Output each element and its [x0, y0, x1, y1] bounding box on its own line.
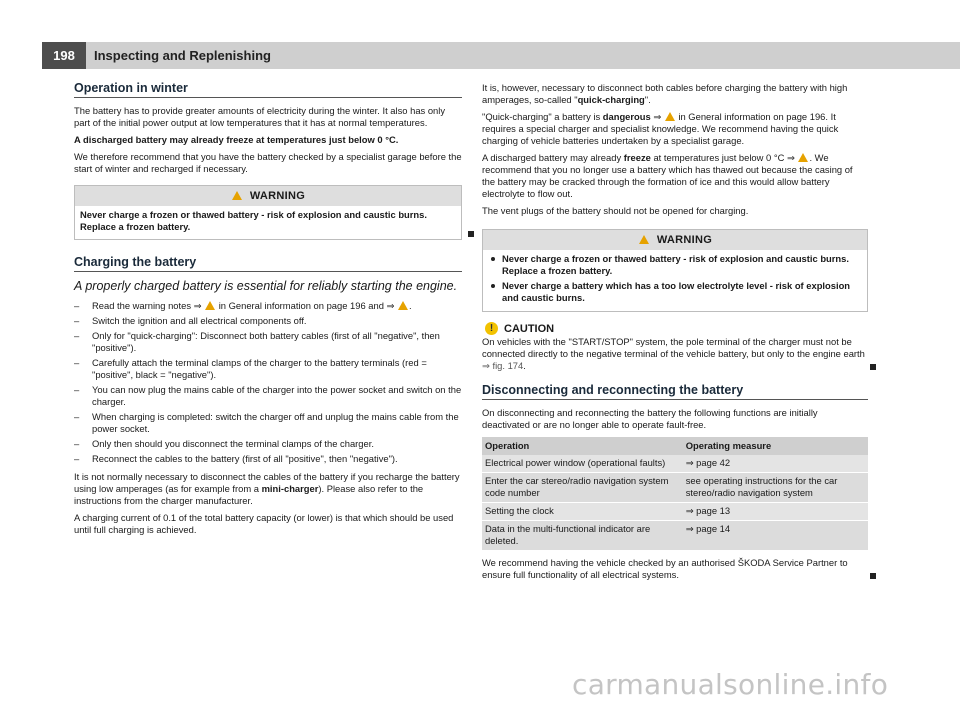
- list-item: Never charge a battery which has a too low electrolyte level - risk of explosion and caustic burns.: [488, 280, 862, 304]
- winter-paragraph-3: We therefore recommend that you have the battery checked by a specialist garage before the start of winter and recharged if necessary.: [74, 151, 462, 174]
- charging-lead: A properly charged battery is essential for reliably starting the engine.: [74, 279, 458, 293]
- right-column: [482, 82, 868, 586]
- caution-icon: !: [485, 322, 498, 335]
- list-item: Never charge a frozen or thawed battery - risk of explosion and caustic burns. Replace a frozen battery.: [488, 253, 862, 277]
- caution-title-row: [482, 322, 868, 336]
- list-item: – Carefully attach the terminal clamps of the charger to the battery terminals (red = "positive", black = "negative").: [74, 357, 462, 381]
- warning-header: [75, 186, 461, 206]
- warning-triangle-icon: [798, 153, 808, 162]
- section-end-mark: [870, 573, 876, 579]
- functions-table: [482, 437, 868, 551]
- warning-body: [483, 250, 867, 311]
- warning-triangle-icon: [205, 301, 215, 310]
- warning-title: WARNING: [656, 234, 713, 246]
- section-end-mark: [870, 364, 876, 370]
- table-row: Electrical power window (operational faults) ⇒ page 42: [482, 455, 868, 473]
- amperage-paragraph: It is not normally necessary to disconnect the cables of the battery if you recharge the battery using low amperages (as for example from a mini-charger). Please also refer to the instructions from the charger manufacturer.: [74, 471, 460, 506]
- freeze-paragraph: A discharged battery may already freeze at temperatures just below 0 °C ⇒ . We recommend that you no longer use a battery which has thawed out because the casing of the battery may be cracked through the formation of ice and this would allow battery electrolyte to flow out.: [482, 152, 853, 199]
- disconnect-heading: Disconnecting and reconnecting the battery: [482, 384, 868, 400]
- list-item: – When charging is completed: switch the charger off and unplug the mains cable from the power socket.: [74, 411, 462, 435]
- list-item: – Only for "quick-charging": Disconnect both battery cables (first of all "negative", then "positive").: [74, 330, 462, 354]
- winter-heading: Operation in winter: [74, 82, 462, 98]
- table-row: Data in the multi-functional indicator are deleted. ⇒ page 14: [482, 521, 868, 551]
- running-title: Inspecting and Replenishing: [94, 48, 271, 63]
- caution-title: CAUTION: [504, 323, 555, 335]
- current-paragraph: A charging current of 0.1 of the total battery capacity (or lower) is that which should be used until full charging is achieved.: [74, 512, 454, 535]
- table-row: Enter the car stereo/radio navigation system code number see operating instructions for the car stereo/radio navigation system: [482, 473, 868, 503]
- list-item: – Read the warning notes ⇒ in General information on page 196 and ⇒ .: [74, 300, 462, 312]
- list-item: – You can now plug the mains cable of the charger into the power socket and switch on the charger.: [74, 384, 462, 408]
- table-row: Setting the clock ⇒ page 13: [482, 503, 868, 521]
- warning-header: [483, 230, 867, 250]
- page-link[interactable]: ⇒ page 42: [683, 455, 868, 473]
- vent-plugs-paragraph: The vent plugs of the battery should not be opened for charging.: [482, 205, 749, 216]
- final-paragraph: We recommend having the vehicle checked by an authorised ŠKODA Service Partner to ensure full functionality of all electrical systems.: [482, 557, 868, 581]
- disconnect-intro: On disconnecting and reconnecting the battery the following functions are initially deactivated or are no longer able to operate fault-free.: [482, 407, 818, 430]
- page-link[interactable]: ⇒ page 13: [683, 503, 868, 521]
- winter-warning-box: [74, 185, 462, 240]
- list-item: – Only then should you disconnect the terminal clamps of the charger.: [74, 438, 462, 450]
- table-header-measure: Operating measure: [683, 437, 868, 455]
- warning-triangle-icon: [232, 191, 242, 200]
- winter-paragraph-2: A discharged battery may already freeze at temperatures just below 0 °C.: [74, 134, 399, 145]
- charging-warning-box: [482, 229, 868, 312]
- caution-text: On vehicles with the "START/STOP" system, the pole terminal of the charger must not be connected directly to the negative terminal of the vehicle battery, but only to the engine earth ⇒ fig. 174.: [482, 336, 868, 372]
- section-end-mark: [468, 231, 474, 237]
- page-link[interactable]: ⇒ page 14: [683, 521, 868, 551]
- table-header-operation: Operation: [482, 437, 683, 455]
- warning-triangle-icon: [398, 301, 408, 310]
- charging-steps: [74, 300, 462, 465]
- watermark: carmanualsonline.info: [572, 668, 889, 701]
- warning-title: WARNING: [249, 190, 306, 202]
- winter-paragraph-1: The battery has to provide greater amounts of electricity during the winter. It also has only part of the initial power output at low temperatures that it has at normal temperatures.: [74, 105, 446, 128]
- figure-link[interactable]: ⇒ fig. 174: [482, 360, 524, 371]
- list-item: – Switch the ignition and all electrical components off.: [74, 315, 462, 327]
- quick-charge-paragraph: It is, however, necessary to disconnect both cables before charging the battery with high amperages, so-called "quick-charging".: [482, 82, 848, 105]
- warning-body: [75, 206, 461, 239]
- page-number: 198: [42, 42, 86, 69]
- warning-text: Never charge a frozen or thawed battery - risk of explosion and caustic burns. Replace a frozen battery.: [80, 209, 427, 232]
- warning-triangle-icon: [665, 112, 675, 121]
- left-column: [74, 82, 462, 541]
- charging-heading: Charging the battery: [74, 256, 462, 272]
- list-item: – Reconnect the cables to the battery (first of all "positive", then "negative").: [74, 453, 462, 465]
- warning-triangle-icon: [639, 235, 649, 244]
- page-header: [0, 0, 960, 70]
- dangerous-paragraph: "Quick-charging" a battery is dangerous ⇒ in General information on page 196. It requires a special charger and specialist knowledge. We recommend having the quick charging of vehicle batteries undertaken by a specialist garage.: [482, 111, 839, 146]
